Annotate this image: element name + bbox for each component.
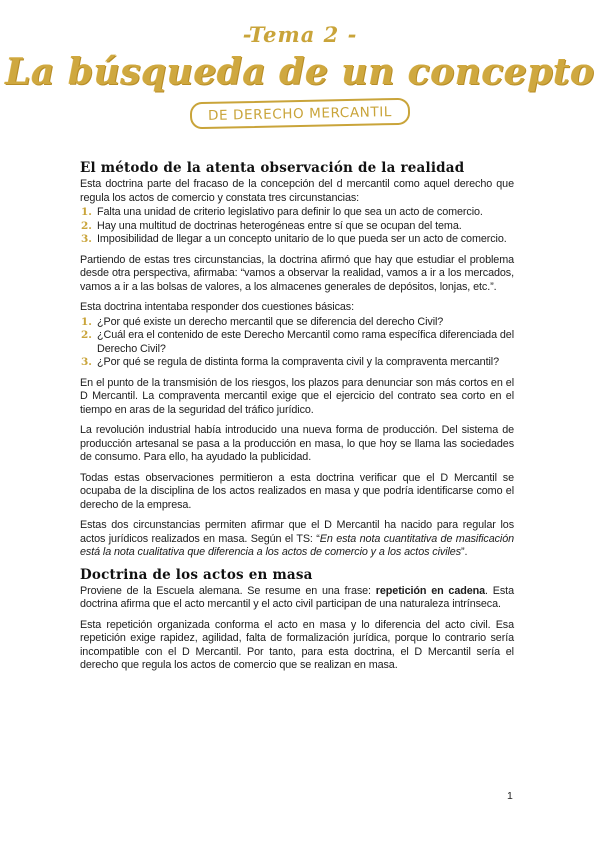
list-item-text: ¿Por qué se regula de distinta forma la compraventa civil y la compraventa mercantil? (97, 356, 499, 368)
paragraph-cuestiones: Esta doctrina intentaba responder dos cuestiones básicas: (80, 301, 354, 313)
subtitle-wrapper (0, 100, 600, 127)
list-item (80, 220, 514, 234)
topic-label: -Tema 2 - (242, 22, 358, 47)
paragraph-circunstancias (80, 519, 514, 560)
paragraph-text: Proviene de la Escuela alemana. Se resume en una frase: (80, 584, 376, 597)
list-item-text: Imposibilidad de llegar a un concepto unitario de lo que pueda ser un acto de comercio. (97, 233, 507, 245)
list-number: 1. (81, 206, 92, 218)
document-body (80, 160, 514, 680)
list-item (80, 329, 514, 356)
list-number: 2. (81, 329, 92, 341)
list-number: 2. (81, 219, 92, 232)
paragraph-intro: Esta doctrina parte del fracaso de la concepción del d mercantil como aquel derecho que regula los actos de comercio y constata tres circunstancias: (80, 178, 514, 204)
paragraph-text: Estas dos circunstancias permiten afirmar que el D Mercantil ha nacido para regular los actos jurídicos realizados en masa. Según el TS: “ (80, 519, 514, 545)
list-item (80, 206, 514, 220)
list-item-text: ¿Cuál era el contenido de este Derecho Mercantil como rama específica diferenciada del Derecho Civil? (97, 329, 514, 355)
list-number: 1. (81, 315, 92, 328)
list-number: 3. (81, 356, 92, 368)
circumstances-list (80, 206, 514, 247)
paragraph-escuela-alemana (80, 585, 514, 612)
page-number: 1 (507, 790, 513, 802)
section-heading-observacion: El método de la atenta observación de la realidad (80, 160, 465, 176)
paragraph-observaciones: Todas estas observaciones permitieron a esta doctrina verificar que el D Mercantil se ocupaba de la disciplina de los actos realizados en masa y que podría identificarse como el derecho de la empresa. (80, 471, 514, 511)
paragraph-riesgos: En el punto de la transmisión de los riesgos, los plazos para denunciar son más cortos en el D Mercantil. La compraventa mercantil exige que el ejercicio del contrato sea corto en el tiempo en aras de la seguridad del tráfico jurídico. (80, 376, 514, 416)
page-header (0, 22, 600, 127)
section-heading-actos-en-masa: Doctrina de los actos en masa (80, 566, 313, 583)
list-item (80, 233, 514, 247)
list-item-text: Falta una unidad de criterio legislativo para definir lo que sea un acto de comercio. (97, 206, 483, 218)
list-number: 3. (81, 233, 92, 245)
page-title: La búsqueda de un concepto (5, 51, 595, 93)
page-subtitle: DE DERECHO MERCANTIL (190, 98, 410, 130)
list-item-text: ¿Por qué existe un derecho mercantil que se diferencia del derecho Civil? (97, 315, 444, 328)
quote-ts: En esta nota cuantitativa de masificación está la nota cualitativa que diferencia a los actos de comercio y a los actos civiles (80, 532, 515, 558)
list-item (80, 356, 514, 370)
list-item-text: Hay una multitud de doctrinas heterogéneas entre sí que se ocupan del tema. (97, 219, 462, 232)
paragraph-revolucion: La revolución industrial había introducido una nueva forma de producción. Del sistema de producción artesanal se pasa a la producción en masa, lo que hoy se llama las sociedades de consumo. Para ello, ha ayudado la publicidad. (80, 424, 514, 463)
key-phrase: repetición en cadena (375, 584, 486, 597)
questions-list (80, 316, 514, 370)
paragraph-repeticion: Esta repetición organizada conforma el acto en masa y lo diferencia del acto civil. Esa repetición exige rapidez, agilidad, falta de formalización jurídica, porque lo contrario sería incompatible con el D Mercantil. Por tanto, para esta doctrina, el D Mercantil sería el derecho que regula los actos de comercio que se realizan en masa. (80, 618, 514, 671)
paragraph-perspectiva: Partiendo de estas tres circunstancias, la doctrina afirmó que hay que estudiar el problema desde otra perspectiva, afirmaba: “vamos a observar la realidad, vamos a ir a los mercados, vamos a ir a las bolsas de valores, a los almacenes generales de depósitos, lonjas, etc.”. (80, 253, 514, 293)
list-item (80, 316, 514, 330)
paragraph-text-end: ”. (461, 546, 468, 558)
paragraph-text-end: . Esta doctrina afirma que el acto mercantil y el acto civil participan de una naturaleza intrínseca. (80, 584, 514, 610)
